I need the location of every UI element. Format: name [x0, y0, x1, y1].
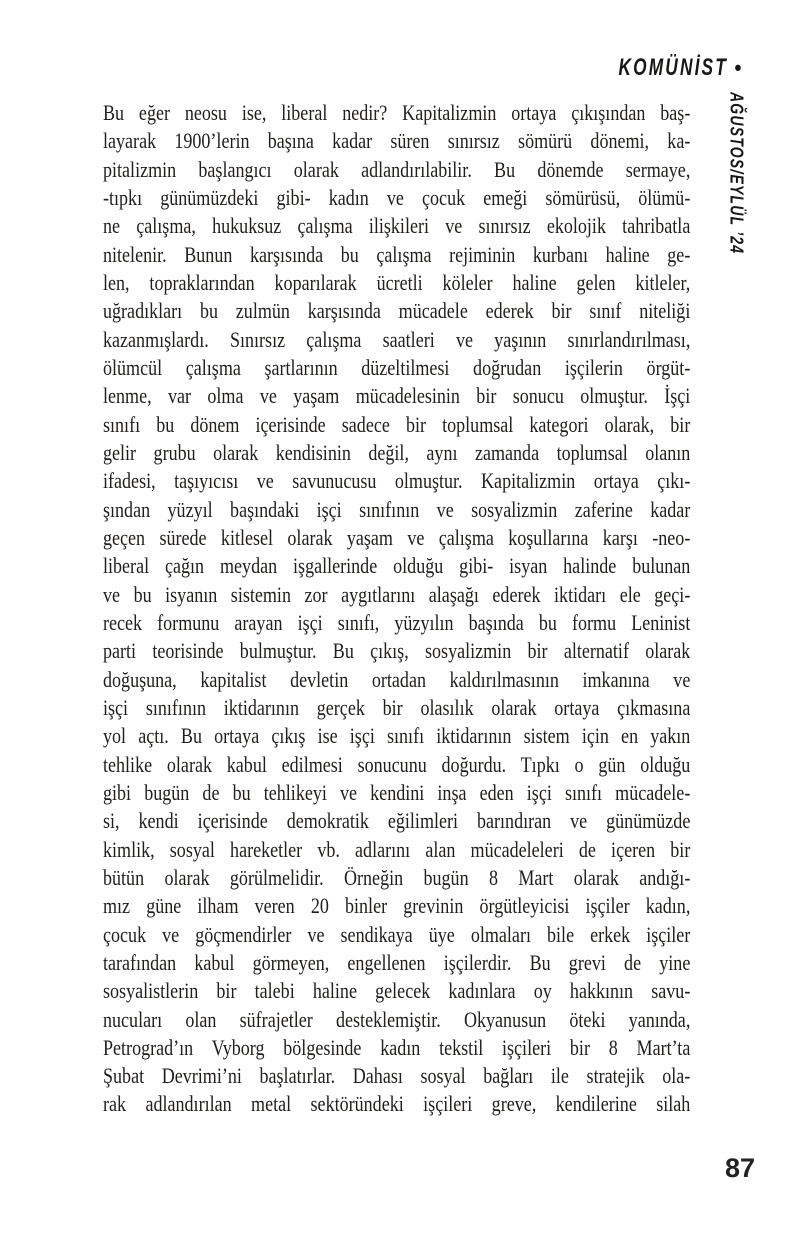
page-number: 87: [725, 1153, 756, 1183]
text-line: -tıpkı günümüzdeki gibi- kadın ve çocuk emeği sömürüsü, ölümü-: [103, 184, 691, 210]
text-line: geçen sürede kitlesel olarak yaşam ve çalışma koşullarına karşı -neo-: [103, 524, 691, 550]
text-line: rak adlandırılan metal sektöründeki işçileri greve, kendilerine silah: [103, 1091, 691, 1117]
text-line: layarak 1900’lerin başına kadar süren sınırsız sömürü dönemi, ka-: [103, 128, 691, 154]
body-text: [103, 99, 690, 1119]
text-line: yol açtı. Bu ortaya çıkış ise işçi sınıfı iktidarının sistem için en yakın: [103, 723, 691, 749]
text-line: liberal çağın meydan işgallerinde olduğu gibi- isyan halinde bulunan: [103, 553, 691, 579]
text-line: len, topraklarından koparılarak ücretli köleler haline gelen kitleler,: [103, 269, 691, 295]
text-line: gelir grubu olarak kendisinin değil, aynı zamanda toplumsal olanın: [103, 439, 691, 465]
text-line: ve bu isyanın sistemin zor aygıtlarını alaşağı ederek iktidarı ele geçi-: [103, 581, 691, 607]
text-line: sosyalistlerin bir talebi haline gelecek kadınlara oy hakkının savu-: [103, 978, 691, 1004]
text-line: parti teorisinde bulmuştur. Bu çıkış, sosyalizmin bir alternatif olarak: [103, 638, 691, 664]
text-line: kimlik, sosyal hareketler vb. adlarını alan mücadeleleri de içeren bir: [103, 836, 691, 862]
text-line: ifadesi, taşıyıcısı ve savunucusu olmuştur. Kapitalizmin ortaya çıkı-: [103, 468, 691, 494]
text-line: işçi sınıfının iktidarının gerçek bir olasılık olarak ortaya çıkmasına: [103, 694, 691, 720]
text-line: tarafından kabul görmeyen, engellenen işçilerdir. Bu grevi de yine: [103, 949, 691, 975]
masthead: [619, 56, 741, 80]
text-line: Bu eğer neosu ise, liberal nedir? Kapitalizmin ortaya çıkışından baş-: [103, 100, 691, 125]
text-line: lenme, var olma ve yaşam mücadelesinin bir sonucu olmuştur. İşçi: [103, 383, 691, 409]
text-line: Petrograd’ın Vyborg bölgesinde kadın tekstil işçileri bir 8 Mart’ta: [103, 1034, 691, 1060]
text-line: pitalizmin başlangıcı olarak adlandırılabilir. Bu dönemde sermaye,: [103, 156, 691, 182]
text-line: tehlike olarak kabul edilmesi sonucunu doğurdu. Tıpkı o gün olduğu: [103, 751, 691, 777]
masthead-title: KOMÜNİST: [618, 54, 729, 81]
text-line: Şubat Devrimi’ni başlatırlar. Dahası sosyal bağları ile stratejik ola-: [103, 1063, 691, 1089]
text-line: kazanmışlardı. Sınırsız çalışma saatleri ve yaşının sınırlandırılması,: [103, 326, 691, 352]
text-line: ölümcül çalışma şartlarının düzeltilmesi doğrudan işçilerin örgüt-: [103, 354, 691, 380]
text-line: sınıfı bu dönem içerisinde sadece bir toplumsal kategori olarak, bir: [103, 411, 691, 437]
text-line: mız güne ilham veren 20 binler grevinin örgütleyicisi işçiler kadın,: [103, 893, 691, 919]
text-line: nitelenir. Bunun karşısında bu çalışma rejiminin kurbanı haline ge-: [103, 241, 691, 267]
text-line: nucuları olan süfrajetler desteklemiştir. Okyanusun öteki yanında,: [103, 1006, 691, 1032]
text-line: bütün olarak görülmelidir. Örneğin bugün 8 Mart olarak andığı-: [103, 864, 691, 890]
bullet-icon: •: [734, 55, 742, 80]
issue-date-vertical: AĞUSTOS/EYLÜL ’24: [726, 92, 748, 255]
text-line: doğuşuna, kapitalist devletin ortadan kaldırılmasının imkanına ve: [103, 666, 691, 692]
text-line: gibi bugün de bu tehlikeyi ve kendini inşa eden işçi sınıfı mücadele-: [103, 779, 691, 805]
text-line: şından yüzyıl başındaki işçi sınıfının ve sosyalizmin zaferine kadar: [103, 496, 691, 522]
text-line: si, kendi içerisinde demokratik eğilimleri barındıran ve günümüzde: [103, 808, 691, 834]
text-line: ne çalışma, hukuksuz çalışma ilişkileri ve sınırsız ekolojik tahribatla: [103, 213, 691, 239]
text-line: uğradıkları bu zulmün karşısında mücadele ederek bir sınıf niteliği: [103, 298, 691, 324]
text-line: çocuk ve göçmendirler ve sendikaya üye olmaları bile erkek işçiler: [103, 921, 691, 947]
text-line: recek formunu arayan işçi sınıfı, yüzyılın başında bu formu Leninist: [103, 609, 691, 635]
